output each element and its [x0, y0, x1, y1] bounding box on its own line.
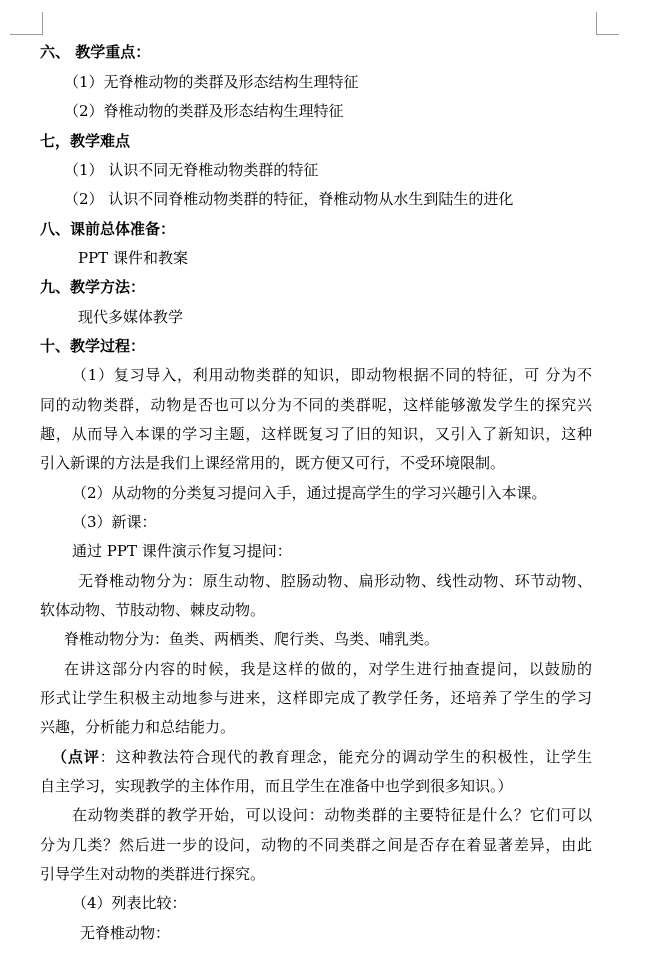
process-p2: （2）从动物的分类复习提问入手，通过提高学生的学习兴趣引入本课。 — [72, 484, 547, 502]
comment-text: ：这种教法符合现代的教育理念，能充分的调动学生的积极性，让学生 — [99, 748, 592, 766]
section-8-heading: 八、课前总体准备： — [40, 220, 176, 238]
crop-mark-top-left — [10, 12, 43, 35]
section-6-item-2: （2）脊椎动物的类群及形态结构生理特征 — [64, 102, 344, 120]
section-10-heading: 十、教学过程： — [40, 337, 146, 355]
process-p1-line-4: 引入新课的方法是我们上课经常用的，既方便又可行，不受环境限制。 — [40, 454, 506, 472]
process-p1-line-3: 趣，从而导入本课的学习主题，这样既复习了旧的知识，又引入了新知识，这种 — [40, 425, 592, 443]
section-9-text: 现代多媒体教学 — [78, 308, 184, 326]
section-8-text: PPT 课件和教案 — [78, 249, 188, 267]
process-p3: （3）新课： — [72, 513, 157, 531]
comment-label: （点评 — [52, 748, 100, 766]
process-p7-line-2: 形式让学生积极主动地参与进来，这样即完成了教学任务，还培养了学生的学习 — [40, 689, 592, 707]
process-p8-line-3: 引导学生对动物的类群进行探究。 — [40, 865, 266, 883]
process-p6: 脊椎动物分为：鱼类、两栖类、爬行类、鸟类、哺乳类。 — [64, 630, 440, 648]
section-9-heading: 九、教学方法： — [40, 278, 146, 296]
process-p8-line-1: 在动物类群的教学开始，可以设问：动物类群的主要特征是什么？它们可以 — [72, 806, 592, 824]
process-p7-line-3: 兴趣，分析能力和总结能力。 — [40, 718, 236, 736]
process-p1-line-1: （1）复习导入，利用动物类群的知识，即动物根据不同的特征，可 分为不 — [72, 366, 592, 384]
process-p9: （4）列表比较： — [72, 894, 187, 912]
section-7-item-1: （1） 认识不同无脊椎动物类群的特征 — [64, 161, 319, 179]
section-6-item-1: （1）无脊椎动物的类群及形态结构生理特征 — [64, 73, 359, 91]
process-p1-line-2: 同的动物类群，动物是否也可以分为不同的类群呢，这样能够激发学生的探究兴 — [40, 396, 592, 414]
section-7-heading: 七，教学难点 — [40, 132, 131, 150]
section-6-heading: 六、 教学重点： — [40, 43, 151, 61]
process-p5-line-2: 软体动物、节肢动物、棘皮动物。 — [40, 601, 266, 619]
process-p7-line-1: 在讲这部分内容的时候，我是这样的做的，对学生进行抽查提问，以鼓励的 — [64, 660, 592, 678]
process-p4: 通过 PPT 课件演示作复习提问： — [72, 542, 292, 560]
comment-line-1 — [52, 747, 592, 767]
process-p10: 无脊椎动物： — [80, 924, 171, 942]
crop-mark-top-right — [596, 12, 619, 35]
section-7-item-2: （2） 认识不同脊椎动物类群的特征，脊椎动物从水生到陆生的进化 — [64, 190, 514, 208]
comment-line-2: 自主学习，实现教学的主体作用，而且学生在准备中也学到很多知识。） — [40, 777, 513, 795]
process-p5-line-1: 无脊椎动物分为：原生动物、腔肠动物、扁形动物、线性动物、环节动物、 — [78, 572, 592, 590]
process-p8-line-2: 分为几类？然后进一步的设问，动物的不同类群之间是否存在着显著差异，由此 — [40, 836, 592, 854]
